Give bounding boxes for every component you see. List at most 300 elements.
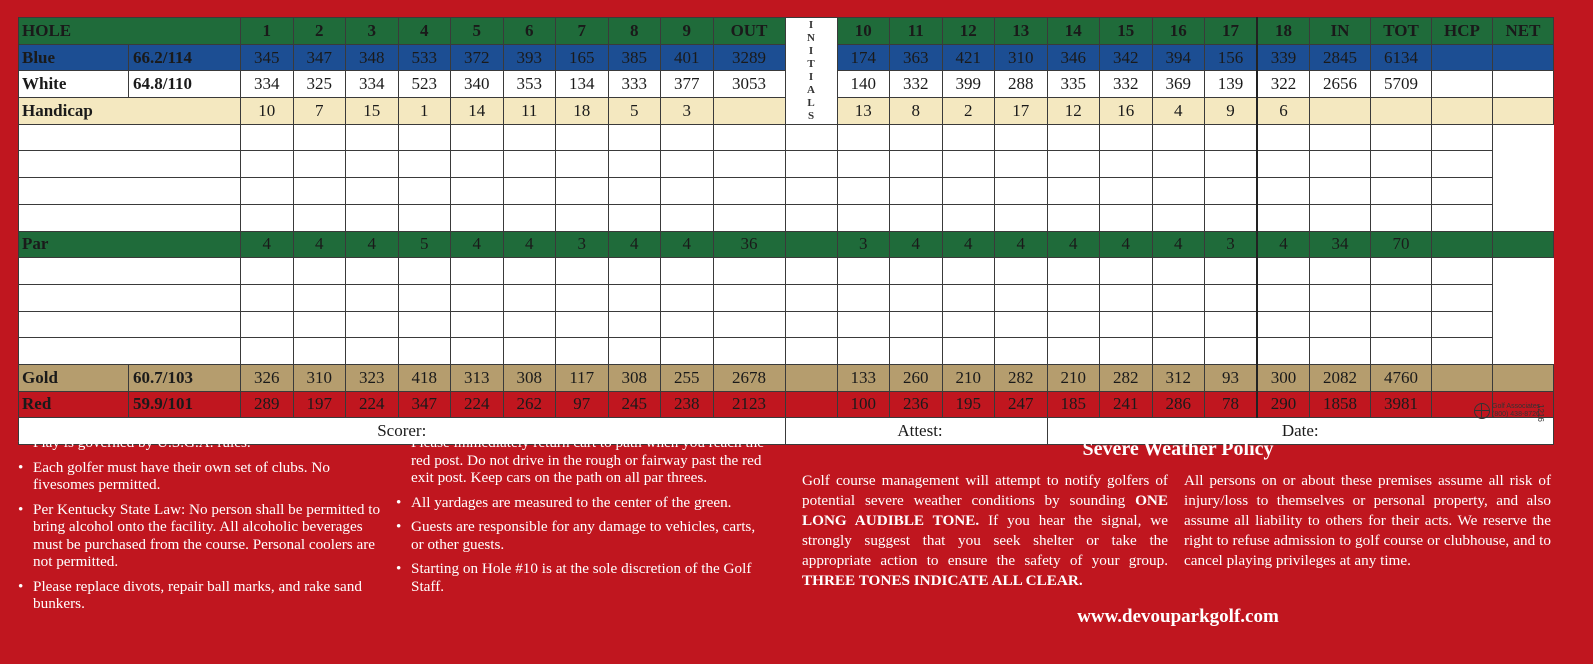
handicap-cell: 3 bbox=[661, 98, 714, 125]
yardage-cell: 335 bbox=[1047, 71, 1100, 98]
score-entry-cell[interactable] bbox=[503, 204, 556, 231]
score-entry-cell[interactable] bbox=[346, 258, 399, 285]
score-entry-cell[interactable] bbox=[890, 284, 943, 311]
score-entry-cell[interactable] bbox=[1432, 338, 1493, 365]
score-entry-cell[interactable] bbox=[241, 151, 294, 178]
score-entry-cell[interactable] bbox=[503, 338, 556, 365]
score-entry-cell[interactable] bbox=[346, 178, 399, 205]
score-entry-cell[interactable] bbox=[1371, 124, 1432, 151]
score-entry-cell[interactable] bbox=[451, 124, 504, 151]
net-label: NET bbox=[1493, 18, 1554, 45]
score-entry-cell[interactable] bbox=[1310, 258, 1371, 285]
score-entry-cell[interactable] bbox=[503, 258, 556, 285]
score-entry-cell[interactable] bbox=[661, 204, 714, 231]
hole-number: 16 bbox=[1152, 18, 1205, 45]
score-entry-cell[interactable] bbox=[1100, 124, 1153, 151]
score-entry-cell[interactable] bbox=[837, 204, 890, 231]
website-link[interactable]: www.devouparkgolf.com bbox=[1077, 606, 1279, 627]
score-entry-cell[interactable] bbox=[608, 124, 661, 151]
yardage-cell: 346 bbox=[1047, 44, 1100, 71]
par-cell: 4 bbox=[890, 231, 943, 258]
rule-item: • Each golfer must have their own set of clubs. No fivesomes permitted. bbox=[18, 459, 383, 494]
score-entry-cell[interactable] bbox=[241, 311, 294, 338]
score-entry-cell[interactable] bbox=[556, 311, 609, 338]
yardage-cell: 282 bbox=[995, 364, 1048, 391]
score-entry-cell[interactable] bbox=[1371, 338, 1432, 365]
score-entry-cell[interactable] bbox=[661, 178, 714, 205]
score-entry-cell[interactable] bbox=[713, 338, 785, 365]
player-name-cell[interactable] bbox=[19, 151, 241, 178]
scorer-field[interactable]: Scorer: bbox=[19, 418, 786, 445]
player-score-row bbox=[19, 338, 1554, 365]
player-name-cell[interactable] bbox=[19, 338, 241, 365]
yardage-cell: 262 bbox=[503, 391, 556, 418]
blue-out-total: 3289 bbox=[713, 44, 785, 71]
score-entry-cell[interactable] bbox=[1432, 178, 1493, 205]
yardage-cell: 345 bbox=[241, 44, 294, 71]
score-entry-cell[interactable] bbox=[608, 151, 661, 178]
score-entry-cell[interactable] bbox=[890, 311, 943, 338]
yardage-cell: 348 bbox=[346, 44, 399, 71]
score-entry-cell[interactable] bbox=[1152, 178, 1205, 205]
handicap-extra-cell bbox=[1310, 98, 1371, 125]
score-entry-cell[interactable] bbox=[556, 178, 609, 205]
score-entry-cell[interactable] bbox=[1310, 124, 1371, 151]
score-entry-cell[interactable] bbox=[503, 151, 556, 178]
handicap-cell: 5 bbox=[608, 98, 661, 125]
score-entry-cell[interactable] bbox=[1371, 284, 1432, 311]
score-entry-cell[interactable] bbox=[995, 284, 1048, 311]
score-entry-cell[interactable] bbox=[503, 284, 556, 311]
yardage-cell: 421 bbox=[942, 44, 995, 71]
par-out-total: 36 bbox=[713, 231, 785, 258]
net-cell bbox=[1493, 44, 1554, 71]
red-tee-rating: 59.9/101 bbox=[129, 391, 241, 418]
yardage-cell: 353 bbox=[503, 71, 556, 98]
hole-number: 15 bbox=[1100, 18, 1153, 45]
score-entry-cell[interactable] bbox=[1100, 338, 1153, 365]
score-entry-cell[interactable] bbox=[942, 124, 995, 151]
score-entry-cell[interactable] bbox=[398, 151, 451, 178]
score-entry-cell[interactable] bbox=[713, 284, 785, 311]
score-entry-cell[interactable] bbox=[1205, 151, 1258, 178]
score-entry-cell[interactable] bbox=[785, 311, 837, 338]
red-out-total: 2123 bbox=[713, 391, 785, 418]
hole-number: 18 bbox=[1257, 18, 1310, 45]
score-entry-cell[interactable] bbox=[1310, 284, 1371, 311]
score-entry-cell[interactable] bbox=[398, 258, 451, 285]
score-entry-cell[interactable] bbox=[1205, 124, 1258, 151]
score-entry-cell[interactable] bbox=[346, 311, 399, 338]
score-entry-cell[interactable] bbox=[942, 284, 995, 311]
score-entry-cell[interactable] bbox=[451, 284, 504, 311]
score-entry-cell[interactable] bbox=[785, 258, 837, 285]
score-entry-cell[interactable] bbox=[1100, 258, 1153, 285]
score-entry-cell[interactable] bbox=[837, 338, 890, 365]
score-entry-cell[interactable] bbox=[1152, 338, 1205, 365]
weather-tone-warning: ONE LONG AUDIBLE TONE. bbox=[802, 492, 1168, 529]
score-entry-cell[interactable] bbox=[713, 151, 785, 178]
score-entry-cell[interactable] bbox=[1257, 151, 1310, 178]
score-entry-cell[interactable] bbox=[608, 284, 661, 311]
yardage-cell: 156 bbox=[1205, 44, 1258, 71]
hole-number: 8 bbox=[608, 18, 661, 45]
handicap-out-cell bbox=[713, 98, 785, 125]
score-entry-cell[interactable] bbox=[293, 124, 346, 151]
red-tee-name: Red bbox=[19, 391, 129, 418]
score-entry-cell[interactable] bbox=[556, 338, 609, 365]
score-entry-cell[interactable] bbox=[608, 178, 661, 205]
tot-label: TOT bbox=[1371, 18, 1432, 45]
score-entry-cell[interactable] bbox=[346, 204, 399, 231]
yardage-cell: 247 bbox=[995, 391, 1048, 418]
score-entry-cell[interactable] bbox=[1100, 284, 1153, 311]
score-entry-cell[interactable] bbox=[942, 258, 995, 285]
score-entry-cell[interactable] bbox=[451, 178, 504, 205]
score-entry-cell[interactable] bbox=[837, 124, 890, 151]
score-entry-cell[interactable] bbox=[785, 178, 837, 205]
par-cell: 5 bbox=[398, 231, 451, 258]
score-entry-cell[interactable] bbox=[556, 258, 609, 285]
score-entry-cell[interactable] bbox=[1257, 124, 1310, 151]
score-entry-cell[interactable] bbox=[398, 284, 451, 311]
score-entry-cell[interactable] bbox=[890, 258, 943, 285]
handicap-cell: 14 bbox=[451, 98, 504, 125]
score-entry-cell[interactable] bbox=[1257, 258, 1310, 285]
rule-item: • Please immediately return cart to path when you reach the red post. Do not drive in the rough or fairway past the red exit post. Keep cars on the path on all par threes. bbox=[396, 434, 771, 487]
par-cell: 4 bbox=[942, 231, 995, 258]
player-score-row bbox=[19, 204, 1554, 231]
score-entry-cell[interactable] bbox=[293, 178, 346, 205]
score-entry-cell[interactable] bbox=[1432, 284, 1493, 311]
rule-item: • Per Kentucky State Law: No person shall be permitted to bring alcohol onto the facility. All alcoholic beverages must be purchased from the course. Personal coolers are not permitted. bbox=[18, 501, 383, 571]
score-entry-cell[interactable] bbox=[503, 311, 556, 338]
score-entry-cell[interactable] bbox=[1152, 284, 1205, 311]
score-entry-cell[interactable] bbox=[241, 178, 294, 205]
score-entry-cell[interactable] bbox=[995, 124, 1048, 151]
score-entry-cell[interactable] bbox=[713, 311, 785, 338]
score-entry-cell[interactable] bbox=[1310, 178, 1371, 205]
par-cell: 4 bbox=[346, 231, 399, 258]
hole-number: 14 bbox=[1047, 18, 1100, 45]
yardage-cell: 286 bbox=[1152, 391, 1205, 418]
hole-label: HOLE bbox=[19, 18, 241, 45]
score-entry-cell[interactable] bbox=[890, 204, 943, 231]
par-cell: 4 bbox=[293, 231, 346, 258]
white-in-total: 2656 bbox=[1310, 71, 1371, 98]
par-cell: 4 bbox=[503, 231, 556, 258]
score-entry-cell[interactable] bbox=[556, 151, 609, 178]
blue-tee-rating: 66.2/114 bbox=[129, 44, 241, 71]
score-entry-cell[interactable] bbox=[1257, 178, 1310, 205]
yardage-cell: 347 bbox=[398, 391, 451, 418]
score-entry-cell[interactable] bbox=[1152, 204, 1205, 231]
score-entry-cell[interactable] bbox=[1257, 284, 1310, 311]
score-entry-cell[interactable] bbox=[785, 338, 837, 365]
yardage-cell: 139 bbox=[1205, 71, 1258, 98]
par-cell: 4 bbox=[451, 231, 504, 258]
score-entry-cell[interactable] bbox=[785, 124, 837, 151]
white-grand-total: 5709 bbox=[1371, 71, 1432, 98]
hole-number: 13 bbox=[995, 18, 1048, 45]
player-name-cell[interactable] bbox=[19, 204, 241, 231]
score-entry-cell[interactable] bbox=[661, 311, 714, 338]
score-entry-cell[interactable] bbox=[1152, 151, 1205, 178]
score-entry-cell[interactable] bbox=[837, 258, 890, 285]
score-entry-cell[interactable] bbox=[995, 204, 1048, 231]
score-entry-cell[interactable] bbox=[1205, 178, 1258, 205]
hcp-cell bbox=[1432, 44, 1493, 71]
initials-letter: A bbox=[807, 83, 815, 96]
score-entry-cell[interactable] bbox=[995, 178, 1048, 205]
liability-notice: All persons on or about these premises assume all risk of injury/loss to themselves or personal property, and also assume all liability to others for their acts. We reserve the right to refuse admission to golf course or clubhouse, and to cancel playing privileges at any time. bbox=[1184, 472, 1551, 569]
yardage-cell: 289 bbox=[241, 391, 294, 418]
printer-logo bbox=[1474, 403, 1540, 419]
yardage-cell: 377 bbox=[661, 71, 714, 98]
score-entry-cell[interactable] bbox=[1047, 284, 1100, 311]
score-entry-cell[interactable] bbox=[942, 151, 995, 178]
score-entry-cell[interactable] bbox=[1205, 284, 1258, 311]
yardage-cell: 523 bbox=[398, 71, 451, 98]
score-entry-cell[interactable] bbox=[1100, 204, 1153, 231]
score-entry-cell[interactable] bbox=[608, 311, 661, 338]
score-entry-cell[interactable] bbox=[1100, 151, 1153, 178]
yardage-cell: 255 bbox=[661, 364, 714, 391]
score-entry-cell[interactable] bbox=[713, 124, 785, 151]
par-cell: 4 bbox=[1047, 231, 1100, 258]
attest-field[interactable]: Attest: bbox=[785, 418, 1047, 445]
score-entry-cell[interactable] bbox=[608, 204, 661, 231]
hcp-cell bbox=[1432, 71, 1493, 98]
score-entry-cell[interactable] bbox=[661, 258, 714, 285]
score-entry-cell[interactable] bbox=[1047, 338, 1100, 365]
score-entry-cell[interactable] bbox=[346, 284, 399, 311]
yardage-cell: 224 bbox=[451, 391, 504, 418]
score-entry-cell[interactable] bbox=[556, 284, 609, 311]
score-entry-cell[interactable] bbox=[713, 178, 785, 205]
score-entry-cell[interactable] bbox=[1205, 338, 1258, 365]
yardage-cell: 197 bbox=[293, 391, 346, 418]
score-entry-cell[interactable] bbox=[293, 258, 346, 285]
player-name-cell[interactable] bbox=[19, 178, 241, 205]
score-entry-cell[interactable] bbox=[1100, 311, 1153, 338]
score-entry-cell[interactable] bbox=[556, 124, 609, 151]
score-entry-cell[interactable] bbox=[1205, 311, 1258, 338]
yardage-cell: 347 bbox=[293, 44, 346, 71]
yardage-cell: 224 bbox=[346, 391, 399, 418]
score-entry-cell[interactable] bbox=[241, 124, 294, 151]
score-entry-cell[interactable] bbox=[398, 204, 451, 231]
score-entry-cell[interactable] bbox=[1152, 258, 1205, 285]
yardage-cell: 332 bbox=[1100, 71, 1153, 98]
score-entry-cell[interactable] bbox=[293, 311, 346, 338]
score-entry-cell[interactable] bbox=[995, 338, 1048, 365]
score-entry-cell[interactable] bbox=[293, 204, 346, 231]
yardage-cell: 393 bbox=[503, 44, 556, 71]
score-entry-cell[interactable] bbox=[785, 151, 837, 178]
white-out-total: 3053 bbox=[713, 71, 785, 98]
score-entry-cell[interactable] bbox=[837, 178, 890, 205]
score-entry-cell[interactable] bbox=[1371, 258, 1432, 285]
score-entry-cell[interactable] bbox=[1432, 311, 1493, 338]
gold-tee-rating: 60.7/103 bbox=[129, 364, 241, 391]
score-entry-cell[interactable] bbox=[713, 258, 785, 285]
score-entry-cell[interactable] bbox=[1047, 204, 1100, 231]
hole-number: 2 bbox=[293, 18, 346, 45]
net-cell bbox=[1493, 231, 1554, 258]
score-entry-cell[interactable] bbox=[398, 178, 451, 205]
score-entry-cell[interactable] bbox=[608, 258, 661, 285]
score-entry-cell[interactable] bbox=[942, 178, 995, 205]
initials-letter: I bbox=[808, 44, 814, 57]
score-entry-cell[interactable] bbox=[890, 338, 943, 365]
yardage-cell: 326 bbox=[241, 364, 294, 391]
gold-tee-row bbox=[19, 364, 1554, 391]
yardage-cell: 334 bbox=[241, 71, 294, 98]
score-entry-cell[interactable] bbox=[995, 258, 1048, 285]
gold-out-total: 2678 bbox=[713, 364, 785, 391]
score-entry-cell[interactable] bbox=[1432, 124, 1493, 151]
score-entry-cell[interactable] bbox=[451, 151, 504, 178]
score-entry-cell[interactable] bbox=[890, 151, 943, 178]
score-entry-cell[interactable] bbox=[346, 151, 399, 178]
player-score-row bbox=[19, 151, 1554, 178]
score-entry-cell[interactable] bbox=[451, 204, 504, 231]
weather-policy-title: Severe Weather Policy bbox=[1082, 438, 1274, 460]
score-entry-cell[interactable] bbox=[661, 284, 714, 311]
score-entry-cell[interactable] bbox=[293, 151, 346, 178]
score-entry-cell[interactable] bbox=[1257, 338, 1310, 365]
score-entry-cell[interactable] bbox=[451, 338, 504, 365]
score-entry-cell[interactable] bbox=[1152, 124, 1205, 151]
score-entry-cell[interactable] bbox=[451, 258, 504, 285]
score-entry-cell[interactable] bbox=[1257, 311, 1310, 338]
score-entry-cell[interactable] bbox=[1432, 258, 1493, 285]
score-entry-cell[interactable] bbox=[241, 284, 294, 311]
score-entry-cell[interactable] bbox=[785, 284, 837, 311]
score-entry-cell[interactable] bbox=[241, 338, 294, 365]
initials-cell bbox=[785, 364, 837, 391]
player-name-cell[interactable] bbox=[19, 124, 241, 151]
yardage-cell: 78 bbox=[1205, 391, 1258, 418]
blue-tee-name: Blue bbox=[19, 44, 129, 71]
score-entry-cell[interactable] bbox=[837, 151, 890, 178]
score-entry-cell[interactable] bbox=[1257, 204, 1310, 231]
yardage-cell: 97 bbox=[556, 391, 609, 418]
score-entry-cell[interactable] bbox=[1310, 204, 1371, 231]
score-entry-cell[interactable] bbox=[837, 311, 890, 338]
player-name-cell[interactable] bbox=[19, 258, 241, 285]
score-entry-cell[interactable] bbox=[1047, 124, 1100, 151]
score-entry-cell[interactable] bbox=[451, 311, 504, 338]
score-entry-cell[interactable] bbox=[1152, 311, 1205, 338]
score-entry-cell[interactable] bbox=[995, 151, 1048, 178]
par-cell: 4 bbox=[1257, 231, 1310, 258]
yardage-cell: 322 bbox=[1257, 71, 1310, 98]
score-entry-cell[interactable] bbox=[1205, 204, 1258, 231]
score-entry-cell[interactable] bbox=[1371, 151, 1432, 178]
score-entry-cell[interactable] bbox=[1047, 258, 1100, 285]
score-entry-cell[interactable] bbox=[1100, 178, 1153, 205]
score-entry-cell[interactable] bbox=[241, 258, 294, 285]
yardage-cell: 288 bbox=[995, 71, 1048, 98]
score-entry-cell[interactable] bbox=[1205, 258, 1258, 285]
initials-letter: T bbox=[807, 57, 815, 70]
score-entry-cell[interactable] bbox=[1047, 178, 1100, 205]
score-entry-cell[interactable] bbox=[1371, 204, 1432, 231]
score-entry-cell[interactable] bbox=[785, 204, 837, 231]
print-code: 1216 bbox=[1536, 404, 1545, 422]
score-entry-cell[interactable] bbox=[293, 284, 346, 311]
score-entry-cell[interactable] bbox=[1047, 151, 1100, 178]
handicap-cell: 7 bbox=[293, 98, 346, 125]
handicap-cell: 15 bbox=[346, 98, 399, 125]
scorecard-table bbox=[18, 17, 1554, 445]
score-entry-cell[interactable] bbox=[503, 124, 556, 151]
score-entry-cell[interactable] bbox=[398, 338, 451, 365]
score-entry-cell[interactable] bbox=[1432, 151, 1493, 178]
yardage-cell: 290 bbox=[1257, 391, 1310, 418]
yardage-cell: 312 bbox=[1152, 364, 1205, 391]
score-entry-cell[interactable] bbox=[1310, 311, 1371, 338]
player-name-cell[interactable] bbox=[19, 311, 241, 338]
yardage-cell: 394 bbox=[1152, 44, 1205, 71]
yardage-cell: 342 bbox=[1100, 44, 1153, 71]
score-entry-cell[interactable] bbox=[661, 338, 714, 365]
score-entry-cell[interactable] bbox=[713, 204, 785, 231]
score-entry-cell[interactable] bbox=[890, 178, 943, 205]
score-entry-cell[interactable] bbox=[942, 204, 995, 231]
handicap-cell: 12 bbox=[1047, 98, 1100, 125]
score-entry-cell[interactable] bbox=[1310, 338, 1371, 365]
yardage-cell: 245 bbox=[608, 391, 661, 418]
score-entry-cell[interactable] bbox=[661, 151, 714, 178]
score-entry-cell[interactable] bbox=[1371, 311, 1432, 338]
score-entry-cell[interactable] bbox=[346, 338, 399, 365]
handicap-cell: 9 bbox=[1205, 98, 1258, 125]
score-entry-cell[interactable] bbox=[942, 338, 995, 365]
hcp-cell bbox=[1432, 364, 1493, 391]
score-entry-cell[interactable] bbox=[503, 178, 556, 205]
score-entry-cell[interactable] bbox=[398, 124, 451, 151]
par-cell: 3 bbox=[556, 231, 609, 258]
hole-number: 17 bbox=[1205, 18, 1258, 45]
yardage-cell: 418 bbox=[398, 364, 451, 391]
player-name-cell[interactable] bbox=[19, 284, 241, 311]
score-entry-cell[interactable] bbox=[1047, 311, 1100, 338]
score-entry-cell[interactable] bbox=[1371, 178, 1432, 205]
initials-letter: S bbox=[807, 109, 815, 122]
score-entry-cell[interactable] bbox=[661, 124, 714, 151]
score-entry-cell[interactable] bbox=[293, 338, 346, 365]
score-entry-cell[interactable] bbox=[346, 124, 399, 151]
score-entry-cell[interactable] bbox=[1432, 204, 1493, 231]
score-entry-cell[interactable] bbox=[837, 284, 890, 311]
score-entry-cell[interactable] bbox=[241, 204, 294, 231]
hole-number: 12 bbox=[942, 18, 995, 45]
score-entry-cell[interactable] bbox=[1310, 151, 1371, 178]
score-entry-cell[interactable] bbox=[608, 338, 661, 365]
score-entry-cell[interactable] bbox=[398, 311, 451, 338]
date-field[interactable]: Date: bbox=[1047, 418, 1554, 445]
score-entry-cell[interactable] bbox=[556, 204, 609, 231]
score-entry-cell[interactable] bbox=[942, 311, 995, 338]
score-entry-cell[interactable] bbox=[890, 124, 943, 151]
yardage-cell: 533 bbox=[398, 44, 451, 71]
weather-text-1: Golf course management will attempt to notify golfers of potential severe weather conditions by sounding bbox=[802, 472, 1168, 509]
yardage-cell: 282 bbox=[1100, 364, 1153, 391]
score-entry-cell[interactable] bbox=[995, 311, 1048, 338]
